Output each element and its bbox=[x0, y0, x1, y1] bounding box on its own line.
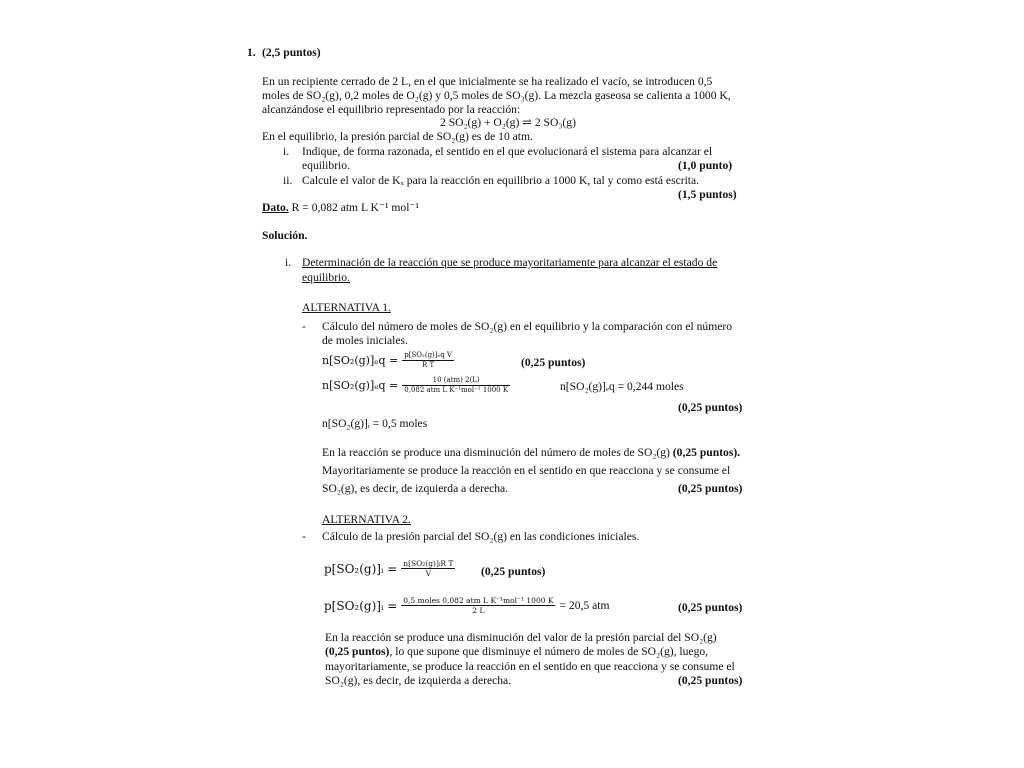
alt1-conclusion-line-2: Mayoritariamente se produce la reacción en el sentido en que reacciona y se consume el bbox=[322, 464, 731, 477]
intro-line-3: alcanzándose el equilibrio representado por la reacción: bbox=[262, 103, 521, 116]
alt2-eq1-denominator: V bbox=[425, 569, 432, 578]
problem-points: (2,5 puntos) bbox=[262, 46, 321, 59]
alt1-dash: - bbox=[302, 320, 306, 333]
alt2-eq1-points: (0,25 puntos) bbox=[481, 565, 546, 578]
question-1-number: i. bbox=[283, 145, 290, 158]
equilibrium-statement: En el equilibrio, la presión parcial de SO₂(g) es de 10 atm. bbox=[262, 130, 533, 143]
data-value: R = 0,082 atm L K⁻¹ mol⁻¹ bbox=[291, 201, 420, 214]
question-1-line-2: equilibrio. bbox=[302, 159, 350, 172]
question-2-number: ii. bbox=[283, 174, 293, 187]
alt2-eq2-numerator: 0,5 moles 0,082 atm L K⁻¹mol⁻¹ 1000 K bbox=[403, 596, 554, 605]
alt2-conclusion-text-2: , lo que supone que disminuye el número de moles de SO₂(g), luego, bbox=[389, 645, 709, 658]
alt2-eq2-points: (0,25 puntos) bbox=[678, 601, 743, 614]
intro-line-2: moles de SO₂(g), 0,2 moles de O₂(g) y 0,5 moles de SO₃(g). La mezcla gaseosa se calienta a 1000 K, bbox=[262, 89, 731, 102]
alt1-eq1-lhs: n[SO₂(g)]ₑq = bbox=[322, 353, 399, 367]
alt2-conclusion-line-4: SO₂(g), es decir, de izquierda a derecha. bbox=[325, 674, 512, 687]
alt1-conclusion-points-1: (0,25 puntos). bbox=[672, 446, 741, 459]
alt1-step-line-2: de moles iniciales. bbox=[322, 334, 408, 347]
intro-line-1: En un recipiente cerrado de 2 L, en el que inicialmente se ha realizado el vacío, se introducen 0,5 bbox=[262, 75, 713, 88]
alt2-equation-1 bbox=[324, 559, 455, 578]
question-1-points: (1,0 punto) bbox=[678, 159, 733, 172]
alt1-conclusion-line-3: SO₂(g), es decir, de izquierda a derecha. bbox=[322, 482, 509, 495]
part-i-number: i. bbox=[285, 256, 292, 269]
alt1-eq1-points: (0,25 puntos) bbox=[521, 356, 586, 369]
question-2-line-1: Calcule el valor de Kₓ para la reacción en equilibrio a 1000 K, tal y como está escrita. bbox=[302, 174, 700, 187]
alt2-eq1-lhs: p[SO₂(g)]ᵢ = bbox=[324, 561, 398, 576]
alt1-eq1-numerator: p[SO₂(g)]ₑq V bbox=[404, 351, 452, 359]
alt2-conclusion-line-3: mayoritariamente, se produce la reacción en el sentido en que reacciona y se consume el bbox=[325, 660, 735, 673]
alt1-equation-1 bbox=[322, 351, 454, 370]
alt1-eq1-fraction bbox=[402, 351, 454, 370]
alt2-eq1-fraction bbox=[401, 559, 455, 578]
alt1-eq2-points: (0,25 puntos) bbox=[678, 401, 743, 414]
alternativa-2-title: ALTERNATIVA 2. bbox=[322, 513, 411, 526]
question-1-line-1: Indique, de forma razonada, el sentido en el que evolucionará el sistema para alcanzar el bbox=[302, 145, 713, 158]
alt2-equation-2 bbox=[324, 596, 610, 615]
part-i-title-line-1: Determinación de la reacción que se produce mayoritariamente para alcanzar el estado de bbox=[302, 256, 718, 269]
alt1-equation-2 bbox=[322, 376, 510, 395]
alternativa-1-title: ALTERNATIVA 1. bbox=[302, 301, 391, 314]
alt2-eq2-result: = 20,5 atm bbox=[559, 598, 610, 612]
alt1-conclusion-points: (0,25 puntos) bbox=[678, 482, 743, 495]
solution-heading: Solución. bbox=[262, 229, 308, 242]
alt2-conclusion-line-1: En la reacción se produce una disminución del valor de la presión parcial del SO₂(g) bbox=[325, 631, 717, 644]
alt1-eq2-fraction bbox=[402, 376, 510, 395]
alt2-eq2-lhs: p[SO₂(g)]ᵢ = bbox=[324, 598, 398, 613]
alt2-step: Cálculo de la presión parcial del SO₂(g) en las condiciones iniciales. bbox=[322, 530, 640, 543]
alt1-conclusion-text-1: En la reacción se produce una disminución del número de moles de SO₂(g) bbox=[322, 446, 670, 459]
part-i-title-line-2: equilibrio. bbox=[302, 271, 350, 284]
data-line bbox=[262, 201, 419, 215]
data-label: Dato. bbox=[262, 201, 289, 214]
alt2-dash: - bbox=[302, 530, 306, 543]
alt1-eq2-result: n[SO₂(g)]ₑq = 0,244 moles bbox=[560, 380, 684, 393]
alt1-initial-moles: n[SO₂(g)]ᵢ = 0,5 moles bbox=[322, 417, 428, 430]
alt2-eq2-denominator: 2 L bbox=[472, 606, 485, 615]
alt1-eq2-lhs: n[SO₂(g)]ₑq = bbox=[322, 378, 399, 392]
alt1-eq2-denominator: 0,082 atm L K⁻¹mol⁻¹ 1000 K bbox=[404, 386, 509, 394]
alt2-eq1-numerator: n[SO₂(g)]ᵢR T bbox=[403, 559, 454, 568]
problem-number: 1. bbox=[247, 46, 256, 59]
reaction-equation: 2 SO₂(g) + O₂(g) ⇌ 2 SO₃(g) bbox=[440, 116, 576, 129]
alt2-conclusion-points: (0,25 puntos) bbox=[678, 674, 743, 687]
alt1-eq2-numerator: 10 (atm) 2(L) bbox=[402, 376, 510, 386]
alt1-step-line-1: Cálculo del número de moles de SO₂(g) en el equilibrio y la comparación con el número bbox=[322, 320, 733, 333]
alt1-eq1-denominator: R T bbox=[422, 361, 435, 369]
alt2-conclusion-line-2 bbox=[325, 645, 708, 659]
alt1-conclusion-line-1 bbox=[322, 446, 740, 460]
alt2-eq2-fraction bbox=[401, 596, 555, 615]
question-2-points: (1,5 puntos) bbox=[678, 188, 737, 201]
alt2-conclusion-points-1: (0,25 puntos) bbox=[325, 645, 390, 658]
